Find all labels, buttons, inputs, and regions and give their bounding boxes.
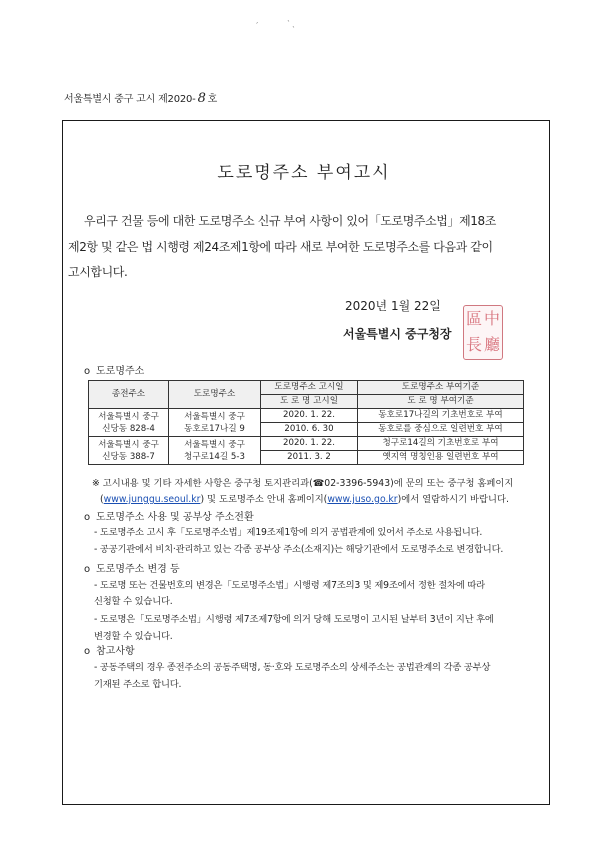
table-cell	[169, 437, 261, 465]
scan-mark: ˎ	[287, 14, 291, 22]
seal-glyph: 廳	[483, 335, 500, 354]
table-header-cell: 종전주소	[89, 381, 169, 409]
section-label: 도로명주소 사용 및 공부상 주소전환	[96, 512, 254, 523]
table-cell: 2011. 3. 2	[261, 451, 358, 465]
table-cell: 옛지역 명칭인용 일련번호 부여	[358, 451, 524, 465]
table-cell: 동호로를 중심으로 일련번호 부여	[358, 423, 524, 437]
cell-text: 청구로14길 5-3	[184, 451, 245, 462]
change-item: 신청할 수 있습니다.	[94, 596, 173, 607]
intro-line-1: 우리구 건물 등에 대한 도로명주소 신규 부여 사항이 있어「도로명주소법」제18조	[84, 214, 496, 228]
table-cell: 2010. 6. 30	[261, 423, 358, 437]
table-cell: 청구로14길의 기초번호로 부여	[358, 437, 524, 451]
change-item: 변경할 수 있습니다.	[94, 631, 173, 642]
cell-text: 신당동 388-7	[102, 451, 155, 462]
bullet-icon: o	[84, 564, 91, 575]
table-header-cell: 도로명주소	[169, 381, 261, 409]
section-label: 도로명주소 변경 등	[96, 564, 180, 575]
table-cell	[89, 437, 169, 465]
seal-glyph: 中	[483, 309, 500, 328]
cell-text: 서울특별시 중구	[98, 411, 159, 422]
conversion-item: - 도로명주소 고시 후「도로명주소법」제19조제1항에 의거 공법관계에 있어서 주소로 사용됩니다.	[94, 527, 483, 538]
scan-mark: ˎ	[292, 20, 296, 28]
note-text: (	[100, 494, 104, 505]
section-change-heading	[84, 560, 180, 575]
note-text: )에서 열람하시기 바랍니다.	[397, 494, 509, 505]
cell-text: 신당동 828-4	[102, 423, 155, 434]
notice-number-text: 서울특별시 중구 고시 제2020-	[64, 94, 196, 105]
issuer: 서울특별시 중구청장	[343, 327, 452, 341]
intro-line-3: 고시합니다.	[68, 265, 128, 279]
reference-item: - 공동주택의 경우 종전주소의 공동주택명, 동·호와 도로명주소의 상세주소는 공법관계의 각종 공부상	[94, 662, 491, 673]
section-conversion-heading	[84, 508, 254, 523]
note-line-2	[100, 491, 509, 505]
cell-text: 서울특별시 중구	[184, 411, 245, 422]
table-header-cell: 도로명주소 고시일	[261, 381, 358, 395]
change-item: - 도로명 또는 건물번호의 변경은「도로명주소법」시행령 제7조의3 및 제9조에서 정한 절차에 따라	[94, 580, 485, 591]
official-seal	[463, 305, 503, 360]
handwritten-number: 8	[197, 91, 206, 106]
table-header-cell: 도로명주소 부여기준	[358, 381, 524, 395]
seal-glyph: 區	[465, 309, 482, 328]
table-cell: 동호로17나길의 기초번호로 부여	[358, 409, 524, 423]
bullet-icon: o	[84, 512, 91, 523]
juso-homepage-link[interactable]: www.juso.go.kr	[327, 494, 398, 505]
table-cell	[169, 409, 261, 437]
cell-text: 동호로17나길 9	[184, 423, 245, 434]
table-header-cell: 도 로 명 부여기준	[358, 395, 524, 409]
section-label: 도로명주소	[96, 366, 145, 377]
table-header-row	[89, 381, 524, 395]
table-cell: 2020. 1. 22.	[261, 409, 358, 423]
reference-item: 기재된 주소로 합니다.	[94, 679, 182, 690]
table-row	[89, 409, 524, 423]
notice-date: 2020년 1월 22일	[345, 299, 441, 313]
cell-text: 서울특별시 중구	[98, 439, 159, 450]
table-header-cell: 도 로 명 고시일	[261, 395, 358, 409]
change-item: - 도로명은「도로명주소법」시행령 제7조제7항에 의거 당해 도로명이 고시된 날부터 3년이 지난 후에	[94, 614, 494, 625]
address-table	[88, 380, 524, 465]
note-text: ) 및 도로명주소 안내 홈페이지(	[200, 494, 328, 505]
page-title: 도로명주소 부여고시	[217, 163, 391, 183]
intro-line-2: 제2항 및 같은 법 시행령 제24조제1항에 따라 새로 부여한 도로명주소를 다음과 같이	[68, 240, 493, 254]
table-row	[89, 437, 524, 451]
notice-number-suffix: 호	[207, 94, 218, 105]
cell-text: 서울특별시 중구	[184, 439, 245, 450]
notice-number	[64, 90, 217, 106]
table-cell: 2020. 1. 22.	[261, 437, 358, 451]
table-cell	[89, 409, 169, 437]
conversion-item: - 공공기관에서 비치·관리하고 있는 각종 공부상 주소(소재지)는 해당기관에서 도로명주소로 변경합니다.	[94, 544, 504, 555]
section-label: 참고사항	[96, 646, 135, 657]
seal-glyph: 長	[465, 335, 482, 354]
bullet-icon: o	[84, 366, 91, 377]
junggu-homepage-link[interactable]: www.junggu.seoul.kr	[103, 494, 201, 505]
bullet-icon: o	[84, 646, 91, 657]
section-address-heading	[84, 362, 144, 377]
scan-mark: ˏ	[255, 16, 259, 24]
note-line-1: ※ 고시내용 및 기타 자세한 사항은 중구청 토지관리과(☎02-3396-5943)에 문의 또는 중구청 홈페이지	[92, 478, 514, 489]
section-reference-heading	[84, 642, 135, 657]
